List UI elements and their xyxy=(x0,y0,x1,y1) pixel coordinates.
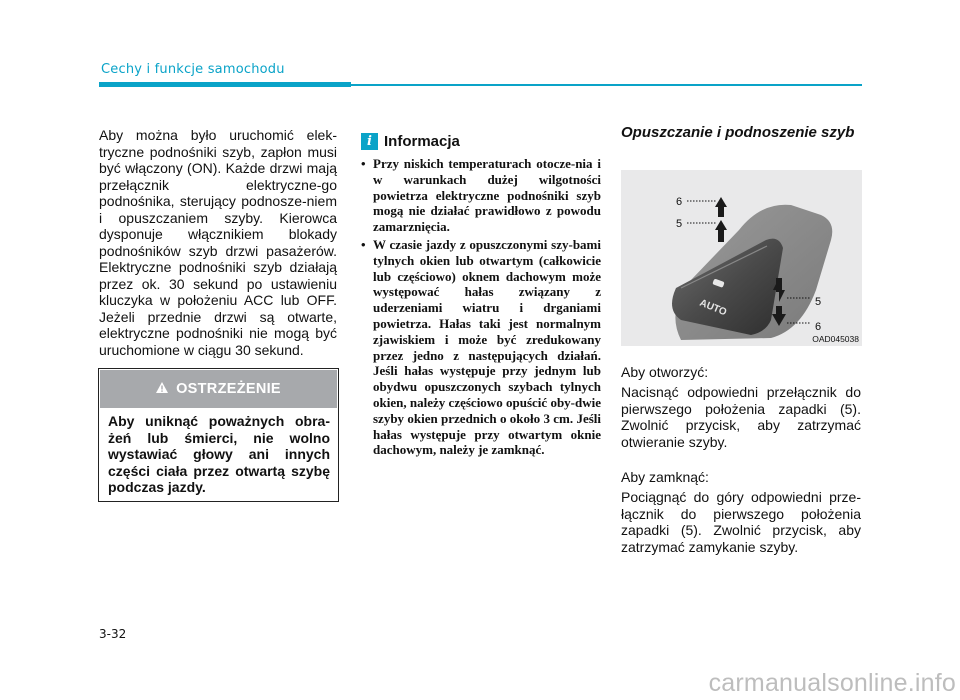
header-rule-thick xyxy=(99,82,351,87)
label-up-5: 5 xyxy=(676,218,683,230)
label-up-6: 6 xyxy=(676,196,683,208)
page-number: 3-32 xyxy=(99,627,127,641)
warning-title: OSTRZEŻENIE xyxy=(176,381,281,397)
close-text: Pociągnąć do góry odpowiedni prze-łącznik do pierwszego położenia zapadki (5). Zwolnić przycisk, aby zatrzymać zamykanie szyby. xyxy=(621,489,861,555)
figure-code: OAD045038 xyxy=(812,334,859,344)
warning-header xyxy=(100,370,337,408)
window-switch-figure xyxy=(621,170,862,346)
info-list xyxy=(361,156,601,460)
section-title: Opuszczanie i podnoszenie szyb xyxy=(621,124,855,141)
label-down-5: 5 xyxy=(815,296,822,308)
header-rule-thin xyxy=(351,84,862,86)
up-arrow-6-icon xyxy=(715,197,727,217)
close-heading: Aby zamknąć: xyxy=(621,469,709,485)
warning-triangle-icon xyxy=(156,380,168,398)
watermark: carmanualsonline.info xyxy=(708,669,956,697)
warning-box xyxy=(98,368,339,502)
info-item: • W czasie jazdy z opuszczonymi szy-bami tylnych okien lub otwartym (całkowicie lub częściowo) oknem dachowym może występować hałas związany z uderzeniami wiatru i drganiami powietrza. Hałas taki jest normalnym zjawiskiem i może być zredukowany przez jedno z następujących działań. Jeśli hałas występuje przy jednym lub obydwu opuszczonych szybach tylnych okien, należy częściowo opuścić oby-dwie szyby okien przednich o około 3 cm. Jeśli hałas występuje przy otwartym oknie dachowym, należy je zamknąć. xyxy=(361,237,601,458)
header-title: Cechy i funkcje samochodu xyxy=(101,62,285,77)
open-heading: Aby otworzyć: xyxy=(621,364,709,380)
intro-paragraph: Aby można było uruchomić elek-tryczne podnośniki szyb, zapłon musi być włączony (ON). Każde drzwi mają przełącznik elektryczne-go podnośnika, sterujący podnosze-niem i opuszczaniem szyby. Kierowca dysponuje włącznikiem blokady podnośników szyb drzwi pasażerów. Elektryczne podnośniki szyb działają przez ok. 30 sekund po ustawieniu kluczyka w położeniu ACC lub OFF. Jeżeli przednie drzwi są otwarte, elektryczne podnośniki nie mogą być uruchomione w ciągu 30 sekund. xyxy=(99,127,337,358)
info-item: • Przy niskich temperaturach otocze-nia i w warunkach dużej wilgotności powietrza elektryczne podnośniki szyb mogą nie działać prawidłowo z powodu zamarznięcia. xyxy=(361,156,601,235)
open-text: Nacisnąć odpowiedni przełącznik do pierwszego położenia zapadki (5). Zwolnić przycisk, aby zatrzymać otwieranie szyby. xyxy=(621,384,861,450)
warning-text: Aby uniknąć poważnych obra-żeń lub śmierci, nie wolno wystawiać głowy ani innych części ciała przez otwartą szybę podczas jazdy. xyxy=(108,413,330,495)
info-title: Informacja xyxy=(384,133,460,150)
info-icon: i xyxy=(361,133,378,150)
up-arrow-5-icon xyxy=(715,220,727,242)
auto-switch-label: AUTO xyxy=(697,297,729,319)
label-down-6: 6 xyxy=(815,321,822,333)
